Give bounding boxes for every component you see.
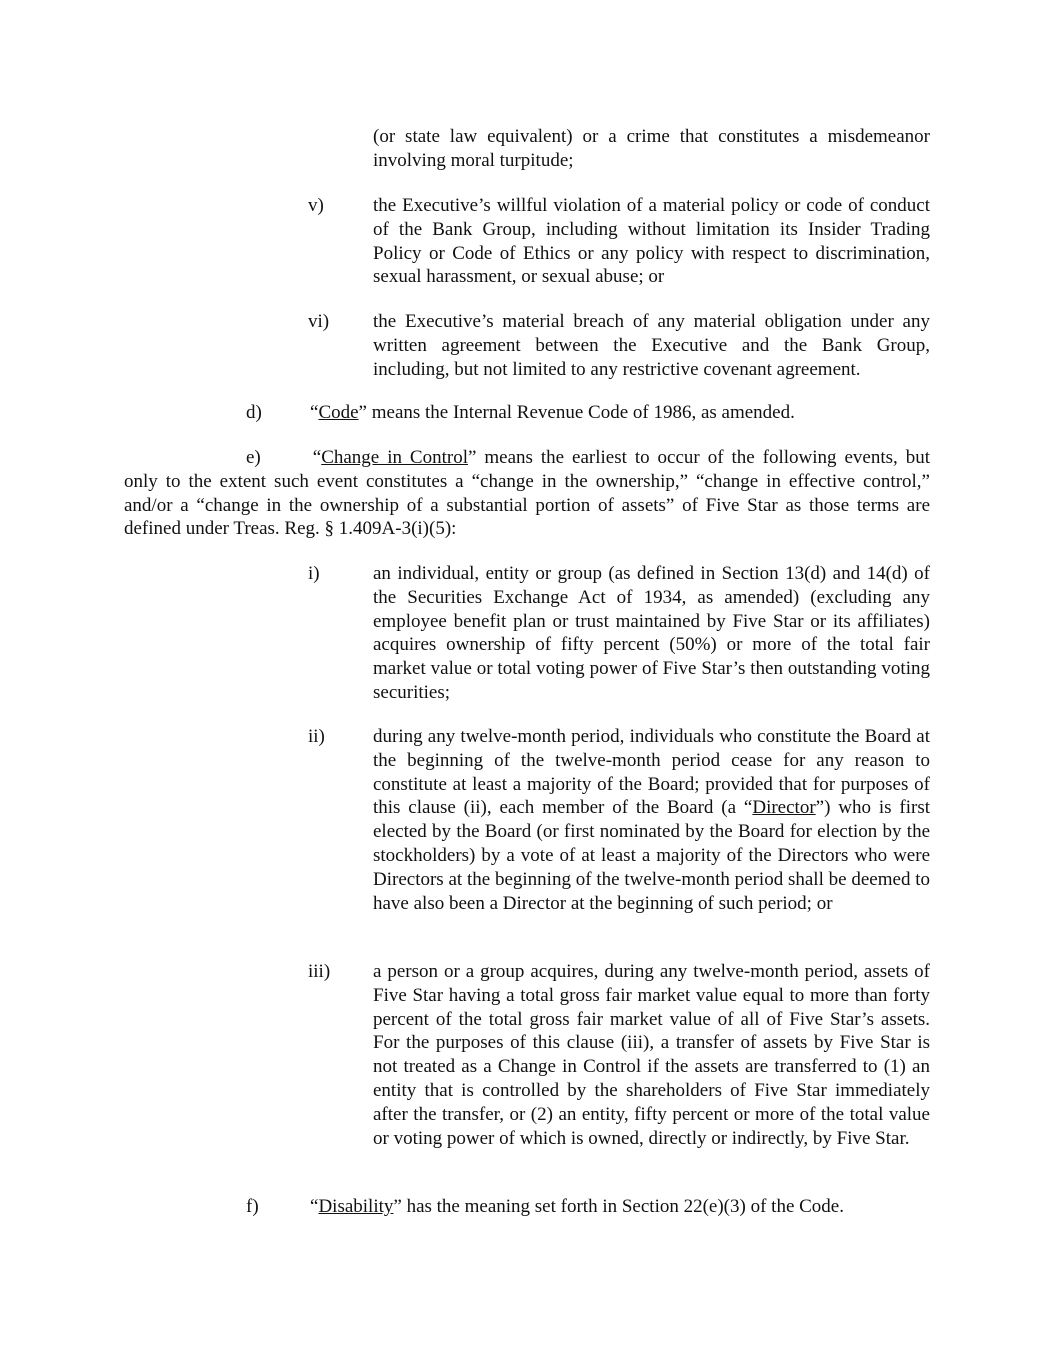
definition-change-in-control: e) “Change in Control” means the earliest to occur of the following events, but only to the extent such event constitutes a “change in the ownership,” “change in effective control,” and/or a “change in the ownership of a substantial portion of assets” of Five Star as those terms are defined under Treas. Reg. § 1.409A-3(i)(5):: [124, 447, 930, 540]
definition-disability: [246, 1195, 930, 1219]
list-marker: i): [308, 563, 320, 584]
defined-term-code: Code: [318, 402, 359, 423]
definition-marker: d): [246, 402, 262, 423]
list-item-iii: [308, 960, 930, 1150]
list-item-v: [308, 194, 930, 289]
continuation-text: (or state law equivalent) or a crime that constitutes a misdemeanor involving moral turpitude;: [373, 126, 930, 171]
definition-marker: e): [246, 447, 261, 468]
list-marker: v): [308, 195, 324, 216]
defined-term-director: Director: [752, 797, 816, 819]
list-item-text: during any twelve-month period, individuals who constitute the Board at the beginning of the twelve-month period cease for any reason to constitute at least a majority of the Board; provided that for purposes of this clause (ii), each member of the Board (a “Director”) who is first elected by the Board (or first nominated by the Board for election by the stockholders) by a vote of at least a majority of the Directors who were Directors at the beginning of the twelve-month period shall be deemed to have also been a Director at the beginning of such period; or: [373, 726, 930, 914]
defined-term-disability: Disability: [318, 1196, 394, 1217]
definition-code: [246, 401, 930, 425]
list-item-vi: [308, 310, 930, 381]
list-item-text: an individual, entity or group (as defined in Section 13(d) and 14(d) of the Securities Exchange Act of 1934, as amended) (excluding any employee benefit plan or trust maintained by Five Star or its affiliates) acquires ownership of fifty percent (50%) or more of the total fair market value or total voting power of Five Star’s then outstanding voting securities;: [373, 563, 930, 703]
defined-term-change-in-control: Change in Control: [321, 447, 468, 468]
list-item-i: [308, 562, 930, 705]
definition-marker: f): [246, 1196, 259, 1217]
list-item-ii: [308, 725, 930, 915]
list-item-text: the Executive’s material breach of any material obligation under any written agreement between the Executive and the Bank Group, including, but not limited to any restrictive covenant agreement.: [373, 311, 930, 380]
list-marker: ii): [308, 726, 325, 747]
list-item-text: a person or a group acquires, during any twelve-month period, assets of Five Star having a total gross fair market value equal to more than forty percent of the total gross fair market value of all of Five Star’s assets. For the purposes of this clause (iii), a transfer of assets by Five Star is not treated as a Change in Control if the assets are transferred to (1) an entity that is controlled by the shareholders of Five Star immediately after the transfer, or (2) an entity, fifty percent or more of the total value or voting power of which is owned, directly or indirectly, by Five Star.: [373, 961, 930, 1149]
continuation-clause: [308, 125, 930, 173]
list-marker: vi): [308, 311, 330, 332]
definition-text: “Code” means the Internal Revenue Code of 1986, as amended.: [310, 402, 795, 423]
list-item-text: the Executive’s willful violation of a material policy or code of conduct of the Bank Group, including without limitation its Insider Trading Policy or Code of Ethics or any policy with respect to discrimination, sexual harassment, or sexual abuse; or: [373, 195, 930, 288]
definition-text: “Disability” has the meaning set forth in Section 22(e)(3) of the Code.: [310, 1196, 844, 1217]
list-marker: iii): [308, 961, 331, 982]
